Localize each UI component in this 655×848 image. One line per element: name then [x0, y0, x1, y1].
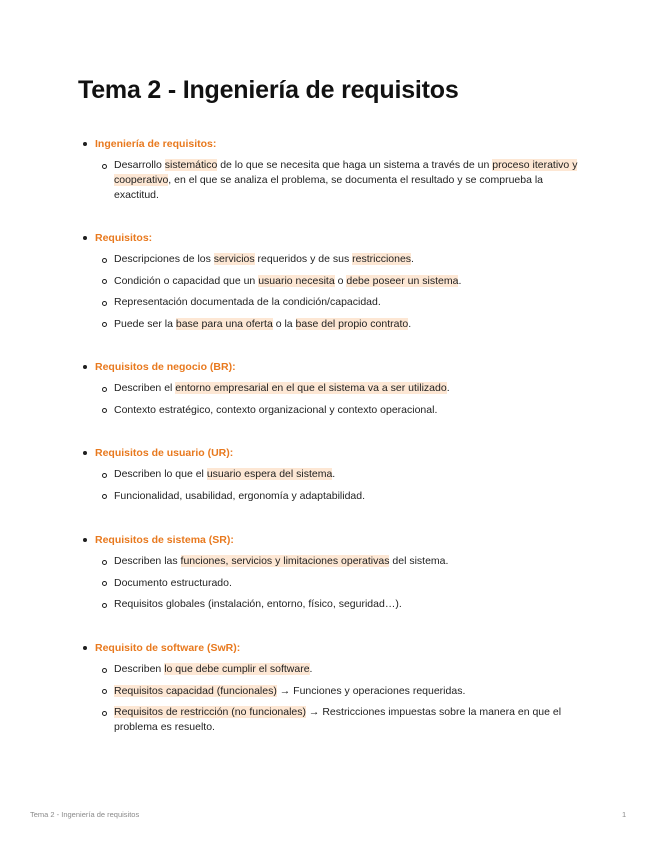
- page-number: 1: [622, 810, 627, 819]
- item-text: .: [332, 468, 336, 480]
- item-text: Desarrollo: [114, 159, 165, 171]
- list-item: [80, 295, 580, 310]
- item-text: o: [334, 274, 347, 287]
- bullet-icon: [83, 451, 87, 455]
- sub-bullet-icon: [102, 164, 107, 169]
- sub-bullet-icon: [102, 408, 107, 413]
- section-heading: [80, 137, 580, 151]
- item-text: .: [458, 274, 462, 287]
- highlighted-text: entorno empresarial en el que el sistema va a ser utilizado: [175, 382, 447, 394]
- list-item: [80, 403, 580, 418]
- sub-bullet-icon: [102, 711, 107, 716]
- section-heading: [80, 533, 580, 547]
- list-item: [80, 252, 580, 267]
- item-text: Puede ser la: [114, 317, 176, 330]
- item-text: Descripciones de los: [114, 253, 214, 265]
- page-title: Tema 2 - Ingeniería de requisitos: [78, 76, 459, 104]
- list-item: [80, 576, 580, 591]
- sub-bullet-icon: [102, 301, 107, 306]
- section-heading-text: Requisitos de sistema (SR):: [95, 534, 234, 546]
- section-heading-text: Requisitos:: [95, 232, 153, 244]
- item-text: Requisitos globales (instalación, entorno, físico, seguridad…).: [114, 598, 402, 610]
- list-item: [80, 597, 580, 612]
- item-text: Describen las: [114, 555, 181, 567]
- highlighted-text: usuario espera del sistema: [206, 468, 333, 480]
- list-item: [80, 705, 580, 735]
- highlighted-text: servicios: [213, 253, 255, 265]
- highlighted-text: proceso iterativo y cooperativo: [114, 159, 578, 186]
- section-requisitos-negocio: [80, 360, 580, 424]
- item-text: Funcionalidad, usabilidad, ergonomía y adaptabilidad.: [114, 489, 366, 502]
- item-text: Describen el: [114, 382, 176, 394]
- section-requisitos-sistema: [80, 533, 580, 619]
- bullet-icon: [83, 236, 87, 240]
- highlighted-text: restricciones: [352, 253, 412, 265]
- highlighted-text: funciones, servicios y limitaciones operativas: [180, 555, 390, 567]
- bullet-icon: [83, 142, 87, 146]
- highlighted-text: debe poseer un sistema: [346, 274, 459, 287]
- item-text: .: [408, 317, 412, 330]
- highlighted-text: Requisitos capacidad (funcionales): [114, 684, 277, 697]
- sub-bullet-icon: [102, 322, 107, 327]
- bullet-icon: [83, 538, 87, 542]
- list-item: [80, 274, 580, 289]
- item-text: del sistema.: [389, 555, 449, 567]
- highlighted-text: lo que debe cumplir el software: [164, 663, 310, 675]
- item-text: requeridos y de sus: [254, 253, 353, 265]
- section-heading: [80, 446, 580, 460]
- bullet-icon: [83, 646, 87, 650]
- sub-bullet-icon: [102, 560, 107, 565]
- sub-bullet-icon: [102, 689, 107, 694]
- sub-bullet-icon: [102, 494, 107, 499]
- section-requisitos-usuario: [80, 446, 580, 510]
- highlighted-text: base del propio contrato: [295, 317, 409, 330]
- item-list: [80, 252, 580, 332]
- item-text: Condición o capacidad que un: [114, 274, 259, 287]
- item-text: de lo que se necesita que haga un sistema a través de un: [217, 159, 493, 171]
- section-heading: [80, 360, 580, 374]
- item-text: → Restricciones impuestas sobre la manera en que el problema es resuelto.: [114, 706, 562, 733]
- item-list: [80, 158, 580, 203]
- item-list: [80, 554, 580, 612]
- item-list: [80, 662, 580, 735]
- sub-bullet-icon: [102, 581, 107, 586]
- item-text: .: [309, 663, 313, 675]
- footer-title: Tema 2 - Ingeniería de requisitos: [30, 810, 140, 819]
- item-text: Describen: [114, 663, 165, 675]
- list-item: [80, 317, 580, 332]
- sub-bullet-icon: [102, 603, 107, 608]
- item-text: .: [411, 253, 414, 265]
- sub-bullet-icon: [102, 668, 107, 673]
- highlighted-text: usuario necesita: [258, 274, 335, 287]
- section-heading: [80, 231, 580, 245]
- section-requisitos: [80, 231, 580, 338]
- list-item: [80, 662, 580, 677]
- item-text: .: [446, 382, 450, 394]
- sub-bullet-icon: [102, 258, 107, 263]
- section-heading-text: Requisito de software (SwR):: [95, 642, 241, 654]
- item-text: Documento estructurado.: [114, 576, 232, 589]
- item-text: Representación documentada de la condición/capacidad.: [114, 296, 381, 308]
- item-text: o la: [272, 317, 296, 330]
- item-text: → Funciones y operaciones requeridas.: [276, 684, 466, 697]
- section-heading-text: Ingeniería de requisitos:: [95, 138, 217, 150]
- sub-bullet-icon: [102, 279, 107, 284]
- section-heading-text: Requisitos de usuario (UR):: [95, 447, 234, 459]
- section-heading: [80, 641, 580, 655]
- highlighted-text: base para una oferta: [175, 317, 273, 330]
- item-list: [80, 467, 580, 504]
- section-heading-text: Requisitos de negocio (BR):: [95, 361, 236, 373]
- sub-bullet-icon: [102, 473, 107, 478]
- item-text: Describen lo que el: [114, 468, 207, 480]
- section-requisito-software: [80, 641, 580, 742]
- list-item: [80, 489, 580, 504]
- list-item: [80, 554, 580, 569]
- list-item: [80, 684, 580, 699]
- list-item: [80, 158, 580, 203]
- bullet-icon: [83, 365, 87, 369]
- section-ingenieria-requisitos: [80, 137, 580, 210]
- item-text: , en el que se analiza el problema, se documenta el resultado y se comprueba la exactitud.: [114, 174, 544, 201]
- item-text: Contexto estratégico, contexto organizacional y contexto operacional.: [114, 403, 438, 416]
- highlighted-text: sistemático: [164, 159, 218, 171]
- sub-bullet-icon: [102, 387, 107, 392]
- item-list: [80, 381, 580, 418]
- list-item: [80, 381, 580, 396]
- list-item: [80, 467, 580, 482]
- highlighted-text: Requisitos de restricción (no funcionales): [114, 706, 307, 718]
